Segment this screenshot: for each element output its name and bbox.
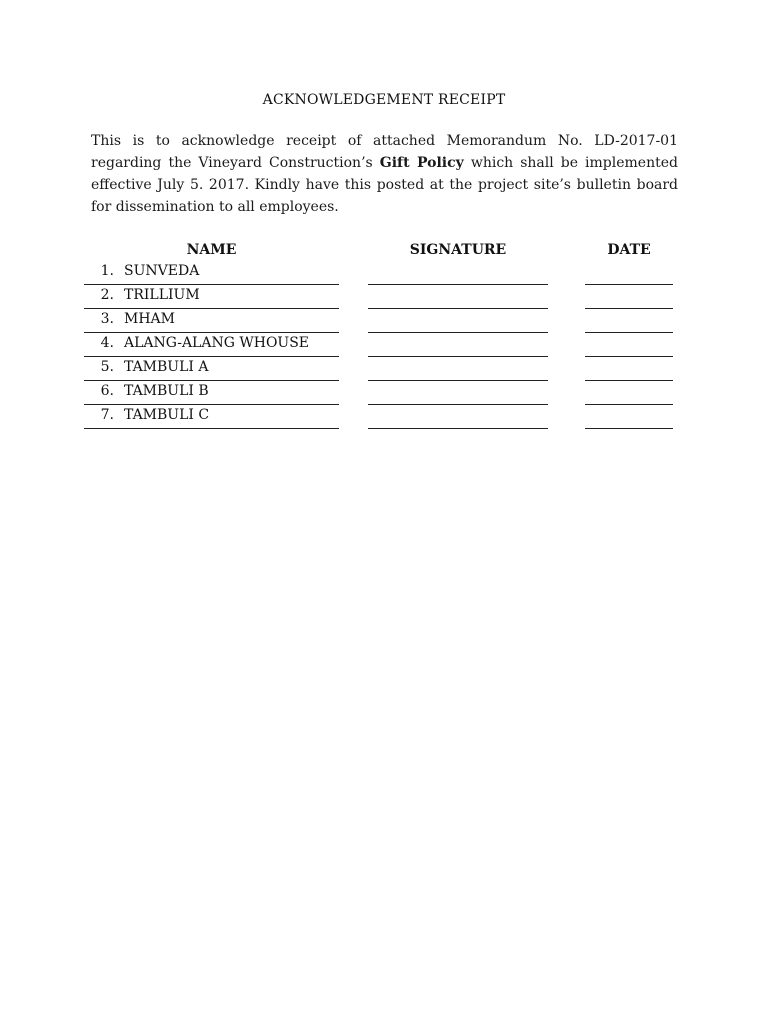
name-line: [84, 284, 339, 285]
column-header-signature: SIGNATURE: [409, 242, 507, 258]
intro-bold-policy: Gift Policy: [379, 155, 464, 171]
row-name: TAMBULI B: [124, 383, 209, 399]
table-row: [0, 358, 768, 382]
row-name: ALANG-ALANG WHOUSE: [124, 335, 310, 351]
name-line: [84, 356, 339, 357]
document-title: ACKNOWLEDGEMENT RECEIPT: [262, 92, 506, 108]
name-line: [84, 404, 339, 405]
row-number: 3.: [100, 311, 114, 327]
row-name: MHAM: [124, 311, 175, 327]
row-number: 5.: [100, 359, 114, 375]
row-number: 7.: [100, 407, 114, 423]
date-line: [585, 284, 673, 285]
signature-line: [368, 332, 548, 333]
table-row: [0, 262, 768, 286]
name-line: [84, 332, 339, 333]
row-name: TAMBULI C: [124, 407, 210, 423]
date-line: [585, 308, 673, 309]
row-name: SUNVEDA: [124, 263, 200, 279]
signature-line: [368, 308, 548, 309]
column-header-date: DATE: [607, 242, 651, 258]
table-row: [0, 406, 768, 430]
row-name: TAMBULI A: [124, 359, 209, 375]
intro-text-start: This is to acknowledge receipt of attached Memorandum No. LD-2017-01 regarding the Vineyard Construction’s: [91, 133, 678, 171]
date-line: [585, 332, 673, 333]
row-number: 6.: [100, 383, 114, 399]
intro-paragraph: [91, 130, 678, 218]
table-row: [0, 334, 768, 358]
row-number: 4.: [100, 335, 114, 351]
name-line: [84, 380, 339, 381]
signature-line: [368, 380, 548, 381]
signature-line: [368, 428, 548, 429]
row-name: TRILLIUM: [124, 287, 200, 303]
table-row: [0, 382, 768, 406]
column-header-name: NAME: [186, 242, 237, 258]
row-number: 2.: [100, 287, 114, 303]
signature-line: [368, 356, 548, 357]
signature-line: [368, 404, 548, 405]
signature-line: [368, 284, 548, 285]
date-line: [585, 428, 673, 429]
intro-text-end: which shall be implemented effective July 5. 2017. Kindly have this posted at the project site’s bulletin board for dissemination to all employees.: [91, 155, 678, 215]
date-line: [585, 380, 673, 381]
date-line: [585, 356, 673, 357]
name-line: [84, 428, 339, 429]
name-line: [84, 308, 339, 309]
table-row: [0, 286, 768, 310]
row-number: 1.: [100, 263, 114, 279]
table-row: [0, 310, 768, 334]
date-line: [585, 404, 673, 405]
